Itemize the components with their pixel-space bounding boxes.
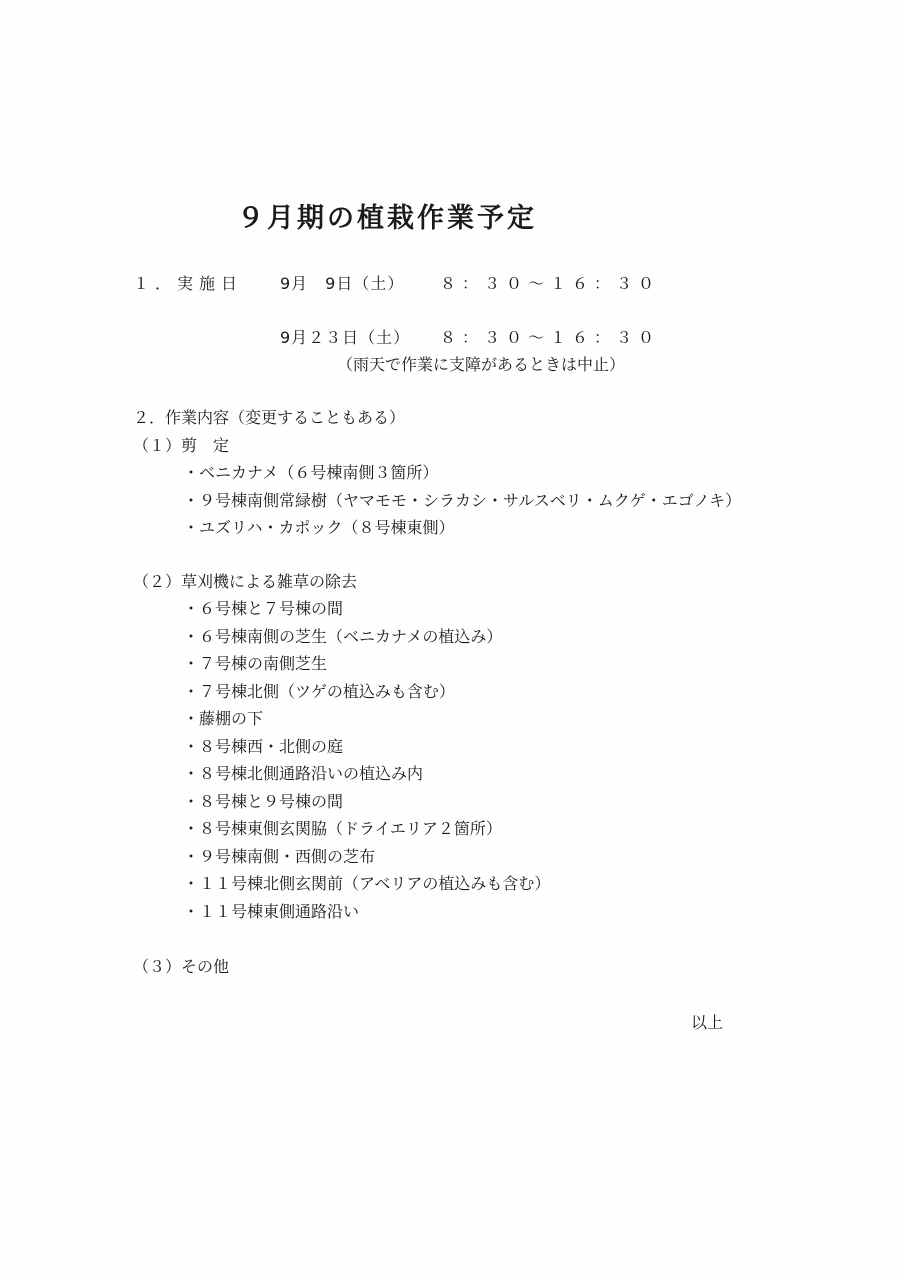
document-title: ９月期の植栽作業予定: [237, 203, 537, 234]
list-item: ・ベニカナメ（６号棟南側３箇所）: [183, 463, 439, 482]
list-item: ・６号棟南側の芝生（ベニカナメの植込み）: [183, 627, 503, 646]
list-item: ・９号棟南側・西側の芝布: [183, 847, 376, 866]
pruning-heading: （１）剪 定: [133, 436, 230, 455]
schedule-time-1: ８：３０～１６：３０: [440, 274, 661, 293]
list-item: ・藤棚の下: [183, 709, 264, 728]
list-item: ・９号棟南側常緑樹（ヤマモモ・シラカシ・サルスベリ・ムクゲ・エゴノキ）: [183, 491, 742, 510]
closing-text: 以上: [691, 1013, 724, 1032]
list-item: ・７号棟北側（ツゲの植込みも含む）: [183, 682, 455, 701]
list-item: ・ユズリハ・カポック（８号棟東側）: [183, 518, 455, 537]
list-item: ・８号棟北側通路沿いの植込み内: [183, 764, 424, 783]
schedule-label: １．実施日: [133, 274, 244, 293]
list-item: ・７号棟の南側芝生: [183, 654, 328, 673]
list-item: ・１１号棟北側玄関前（アベリアの植込みも含む）: [183, 874, 551, 893]
schedule-date-1: 9月 9日（土）: [280, 274, 405, 293]
schedule-date-2: 9月２３日（土）: [280, 328, 411, 347]
mowing-heading: （２）草刈機による雑草の除去: [133, 572, 358, 591]
list-item: ・１１号棟東側通路沿い: [183, 902, 360, 921]
schedule-note: （雨天で作業に支障があるときは中止）: [337, 355, 626, 374]
list-item: ・８号棟西・北側の庭: [183, 737, 344, 756]
list-item: ・８号棟と９号棟の間: [183, 792, 344, 811]
other-heading: （３）その他: [133, 957, 230, 976]
list-item: ・８号棟東側玄関脇（ドライエリア２箇所）: [183, 819, 502, 838]
list-item: ・６号棟と７号棟の間: [183, 599, 344, 618]
work-heading: ２．作業内容（変更することもある）: [133, 408, 406, 427]
schedule-time-2: ８：３０～１６：３０: [440, 328, 661, 347]
